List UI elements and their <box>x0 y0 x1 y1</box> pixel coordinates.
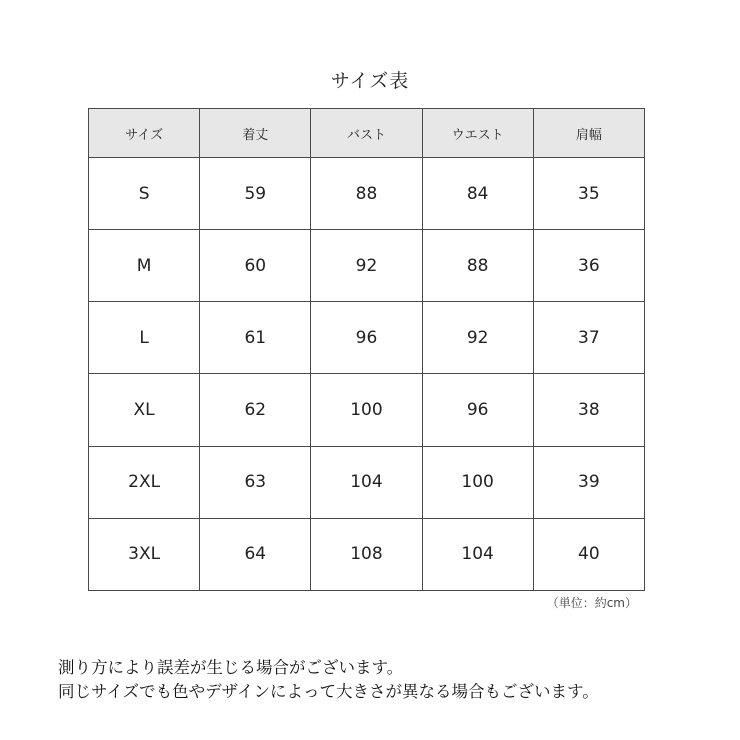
cell-shoulder: 38 <box>533 374 644 446</box>
cell-waist: 92 <box>422 302 533 374</box>
cell-size: S <box>89 158 200 230</box>
cell-shoulder: 37 <box>533 302 644 374</box>
note-measurement-error: 測り方により誤差が生じる場合がございます。 <box>58 658 404 677</box>
cell-size: L <box>89 302 200 374</box>
cell-length: 64 <box>200 518 311 590</box>
table-header-row <box>89 109 645 158</box>
cell-length: 62 <box>200 374 311 446</box>
table-row <box>89 302 645 374</box>
cell-waist: 88 <box>422 230 533 302</box>
header-shoulder: 肩幅 <box>533 109 644 158</box>
table-row <box>89 518 645 590</box>
cell-bust: 108 <box>311 518 422 590</box>
cell-shoulder: 39 <box>533 446 644 518</box>
header-length: 着丈 <box>200 109 311 158</box>
cell-length: 60 <box>200 230 311 302</box>
table-row <box>89 446 645 518</box>
cell-waist: 100 <box>422 446 533 518</box>
cell-bust: 88 <box>311 158 422 230</box>
size-table <box>88 108 645 591</box>
cell-length: 59 <box>200 158 311 230</box>
header-waist: ウエスト <box>422 109 533 158</box>
note-size-variation: 同じサイズでも色やデザインによって大きさが異なる場合もございます。 <box>58 682 599 701</box>
table-row <box>89 374 645 446</box>
page-title: サイズ表 <box>330 70 410 92</box>
cell-size: 3XL <box>89 518 200 590</box>
cell-shoulder: 36 <box>533 230 644 302</box>
header-bust: バスト <box>311 109 422 158</box>
cell-size: M <box>89 230 200 302</box>
cell-bust: 100 <box>311 374 422 446</box>
unit-note: （単位：約cm） <box>546 596 637 610</box>
header-size: サイズ <box>89 109 200 158</box>
cell-size: 2XL <box>89 446 200 518</box>
table-row <box>89 230 645 302</box>
cell-bust: 96 <box>311 302 422 374</box>
cell-size: XL <box>89 374 200 446</box>
cell-waist: 84 <box>422 158 533 230</box>
cell-length: 61 <box>200 302 311 374</box>
cell-length: 63 <box>200 446 311 518</box>
cell-bust: 92 <box>311 230 422 302</box>
cell-waist: 104 <box>422 518 533 590</box>
cell-shoulder: 35 <box>533 158 644 230</box>
cell-bust: 104 <box>311 446 422 518</box>
table-row <box>89 158 645 230</box>
cell-shoulder: 40 <box>533 518 644 590</box>
cell-waist: 96 <box>422 374 533 446</box>
